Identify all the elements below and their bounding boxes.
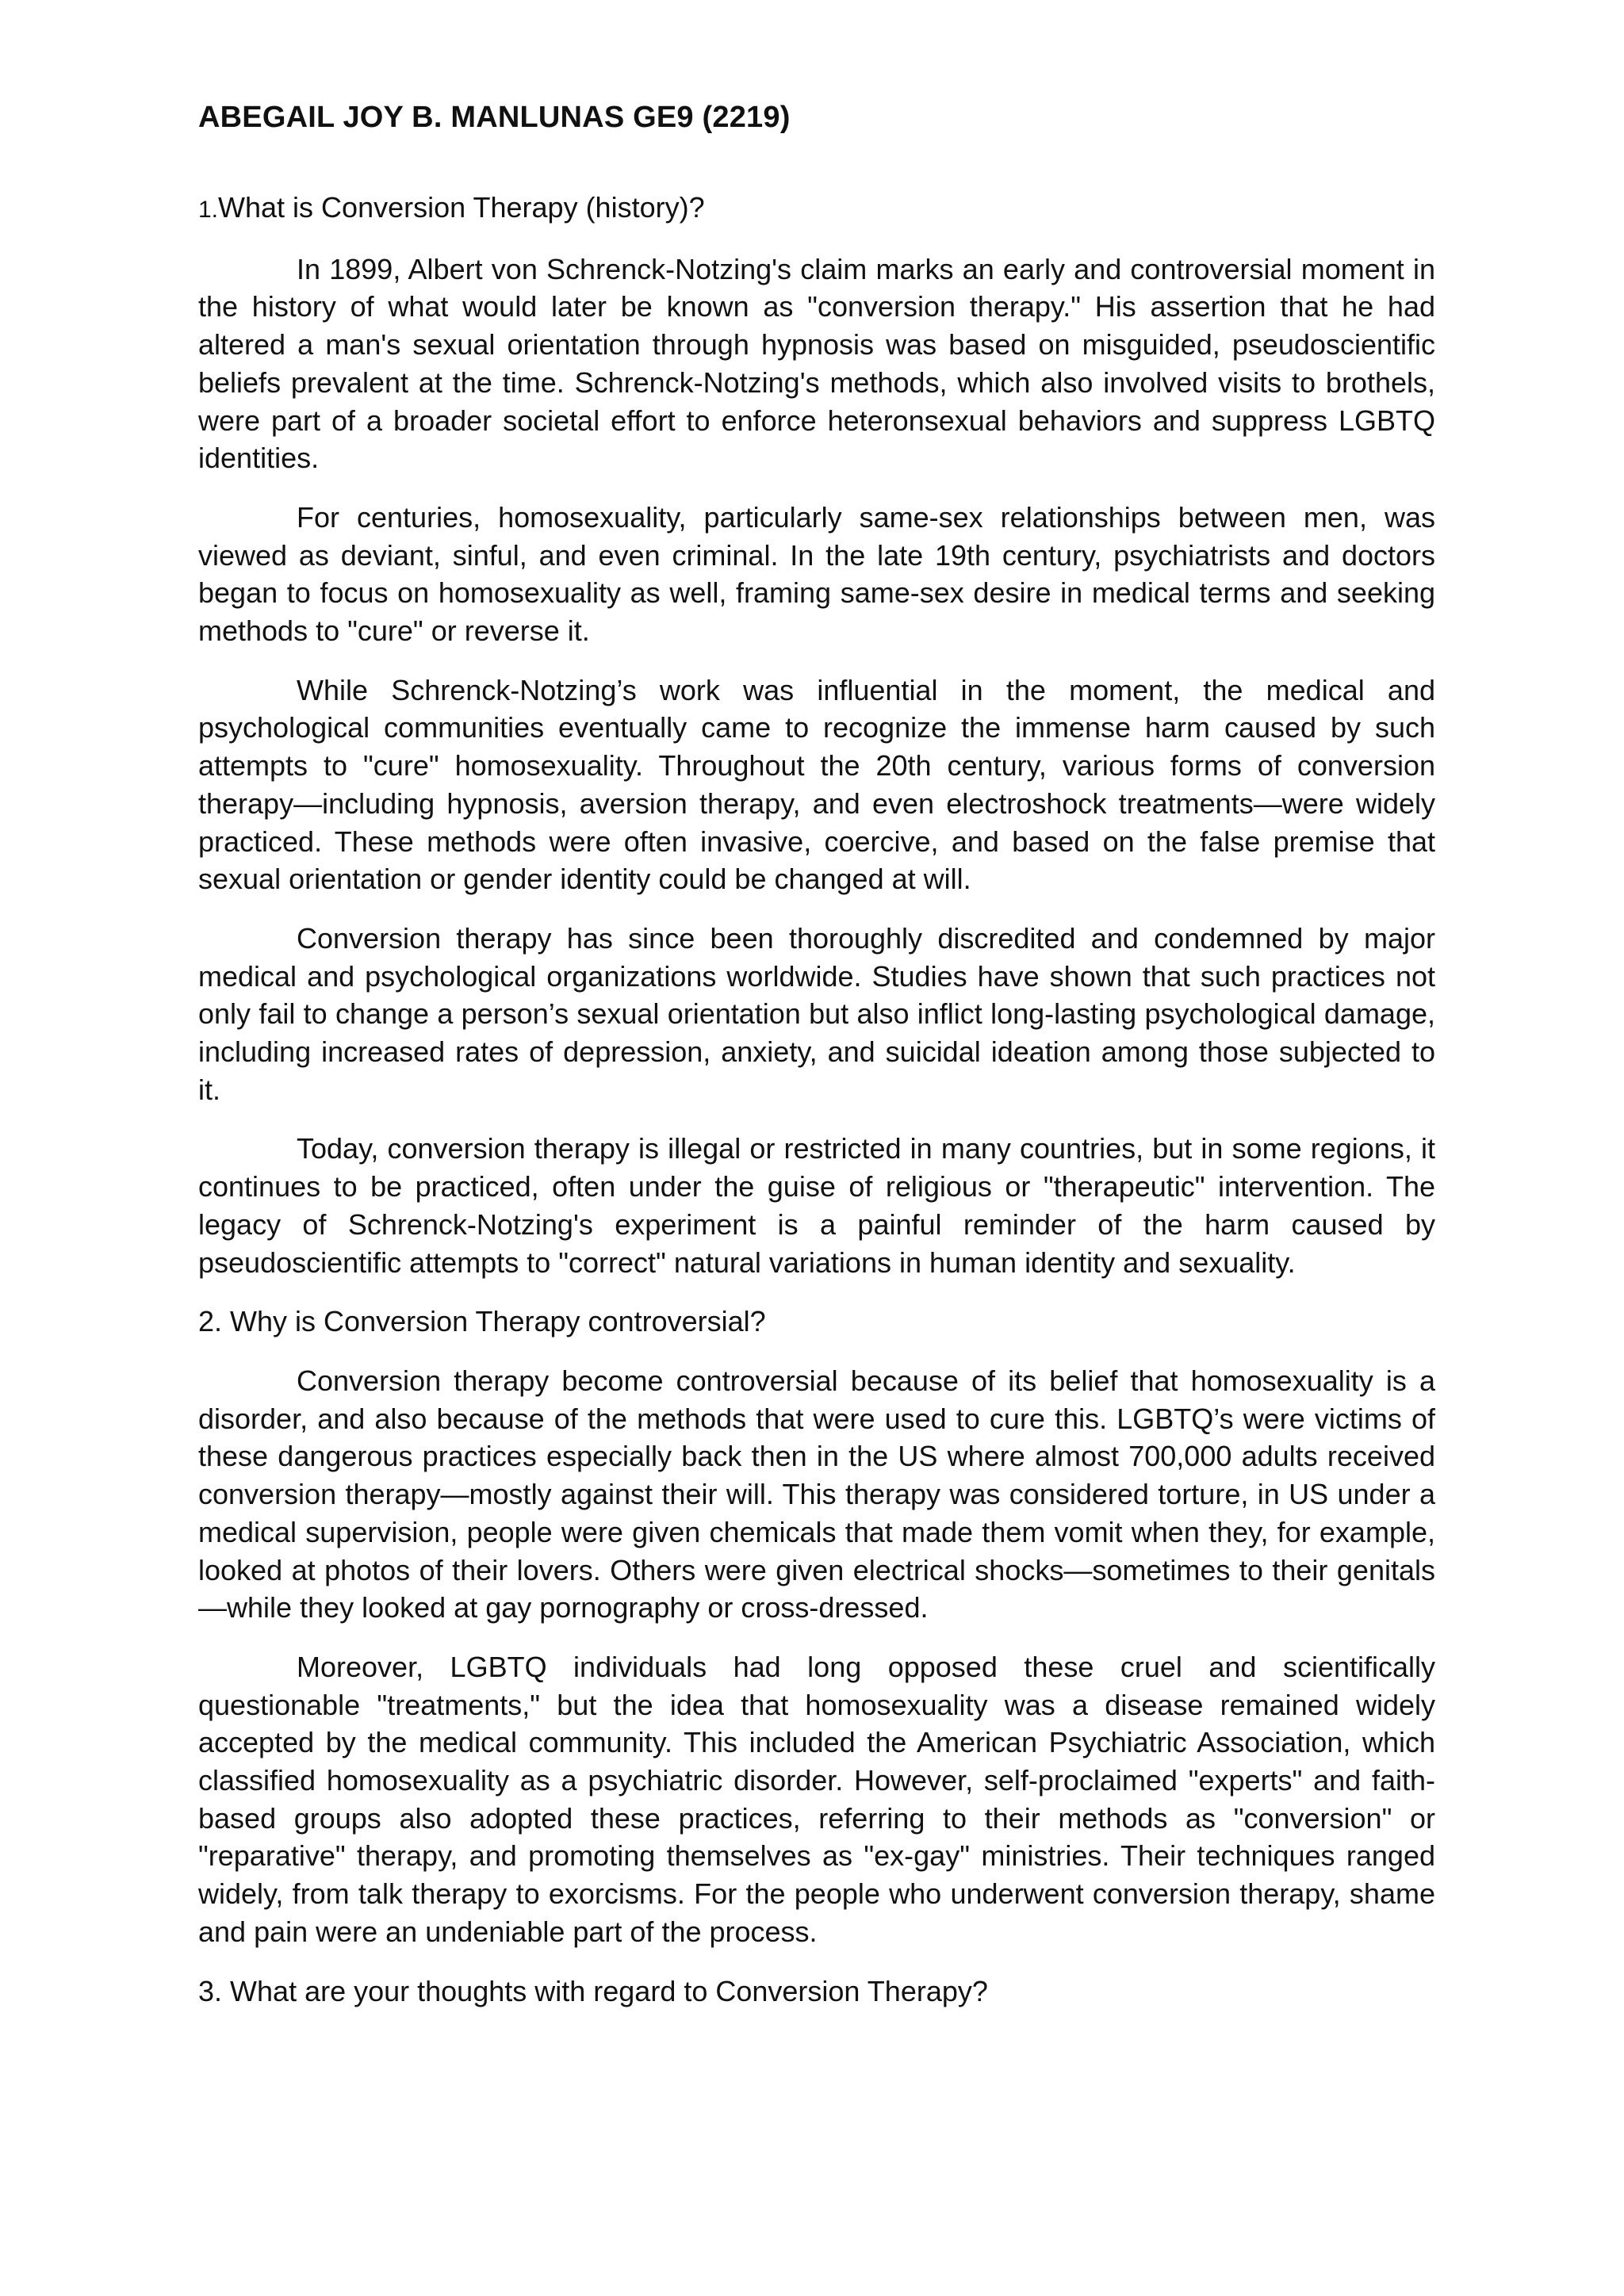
paragraph: For centuries, homosexuality, particularly same-sex relationships between men, was viewed as deviant, sinful, and even criminal. In the late 19th century, psychiatrists and doctors began to focus on homosexuality as well, framing same-sex desire in medical terms and seeking methods to "cure" or reverse it.	[198, 500, 1435, 648]
paragraph: Conversion therapy has since been thoroughly discredited and condemned by major medical and psychological organizations worldwide. Studies have shown that such practices not only fail to change a person’s sexual orientation but also inflict long-lasting psychological damage, including increased rates of depression, anxiety, and suicidal ideation among those subjected to it.	[198, 921, 1435, 1106]
paragraph: Today, conversion therapy is illegal or restricted in many countries, but in some regions, it continues to be practiced, often under the guise of religious or "therapeutic" intervention. The legacy of Schrenck-Notzing's experiment is a painful reminder of the harm caused by pseudoscientific attempts to "correct" natural variations in human identity and sexuality.	[198, 1132, 1435, 1279]
paragraph: In 1899, Albert von Schrenck-Notzing's claim marks an early and controversial moment in the history of what would later be known as "conversion therapy." His assertion that he had altered a man's sexual orientation through hypnosis was based on misguided, pseudoscientific beliefs prevalent at the time. Schrenck-Notzing's methods, which also involved visits to brothels, were part of a broader societal effort to enforce heteronsexual behaviors and suppress LGBTQ identities.	[198, 252, 1435, 475]
question-text: What are your thoughts with regard to Conversion Therapy?	[230, 1974, 988, 2007]
paragraph: Moreover, LGBTQ individuals had long opposed these cruel and scientifically questionable "treatments," but the idea that homosexuality was a disease remained widely accepted by the medical community. This included the American Psychiatric Association, which classified homosexuality as a psychiatric disorder. However, self-proclaimed "experts" and faith-based groups also adopted these practices, referring to their methods as "conversion" or "reparative" therapy, and promoting themselves as "ex-gay" ministries. Their techniques ranged widely, from talk therapy to exorcisms. For the people who underwent conversion therapy, shame and pain were an undeniable part of the process.	[198, 1650, 1435, 1948]
paragraph: While Schrenck-Notzing’s work was influential in the moment, the medical and psychological communities eventually came to recognize the immense harm caused by such attempts to "cure" homosexuality. Throughout the 20th century, various forms of conversion therapy—including hypnosis, aversion therapy, and even electroshock treatments—were widely practiced. These methods were often invasive, coercive, and based on the false premise that sexual orientation or gender identity could be changed at will.	[198, 673, 1435, 896]
question-number: 1.	[198, 197, 219, 223]
document-body	[198, 94, 1435, 2031]
question-text: What is Conversion Therapy (history)?	[218, 191, 705, 224]
question-2	[198, 1303, 1435, 1341]
question-1	[198, 189, 1435, 229]
question-number: 3.	[198, 1974, 223, 2007]
question-number: 2.	[198, 1305, 223, 1338]
paragraph: Conversion therapy become controversial because of its belief that homosexuality is a disorder, and also because of the methods that were used to cure this. LGBTQ’s were victims of these dangerous practices especially back then in the US where almost 700,000 adults received conversion therapy—mostly against their will. This therapy was considered torture, in US under a medical supervision, people were given chemicals that made them vomit when they, for example, looked at photos of their lovers. Others were given electrical shocks—sometimes to their genitals—while they looked at gay pornography or cross-dressed.	[198, 1364, 1435, 1624]
question-text: Why is Conversion Therapy controversial?	[230, 1305, 766, 1338]
document-title: ABEGAIL JOY B. MANLUNAS GE9 (2219)	[198, 101, 791, 134]
question-3	[198, 1973, 1435, 2011]
